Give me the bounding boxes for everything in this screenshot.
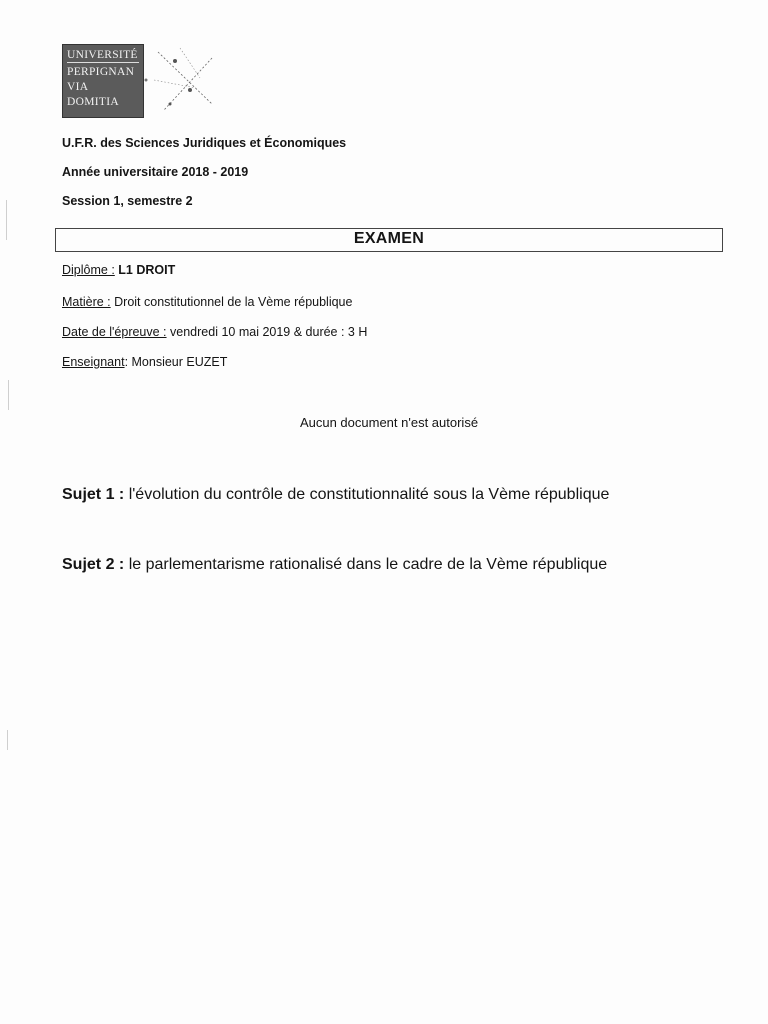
subject-1-label: Sujet 1 : <box>62 486 125 503</box>
academic-year: Année universitaire 2018 - 2019 <box>62 165 249 179</box>
no-documents-notice: Aucun document n'est autorisé <box>299 415 479 430</box>
subject-2-label: Sujet 2 : <box>62 556 125 573</box>
session-semester: Session 1, semestre 2 <box>62 194 193 208</box>
subject-1-text: l'évolution du contrôle de constitutionnalité sous la Vème république <box>128 486 610 503</box>
matter-label: Matière : <box>62 295 111 309</box>
exam-title: EXAMEN <box>353 230 425 247</box>
exam-date-line <box>62 325 367 339</box>
diploma-line <box>62 263 175 277</box>
diploma-label: Diplôme : <box>62 263 115 277</box>
diploma-value: L1 DROIT <box>118 263 176 277</box>
logo-line: VIA <box>67 81 89 93</box>
date-value: vendredi 10 mai 2019 & durée : 3 H <box>170 325 368 339</box>
logo-line: PERPIGNAN <box>67 66 135 78</box>
subject-2 <box>62 556 607 574</box>
teacher-label: Enseignant <box>62 355 125 369</box>
matter-value: Droit constitutionnel de la Vème république <box>114 295 353 309</box>
logo-cross-mark-icon <box>140 44 220 118</box>
scan-artifact <box>8 380 9 410</box>
teacher-line <box>62 355 227 369</box>
scan-artifact <box>6 200 7 240</box>
logo-line: DOMITIA <box>67 96 119 108</box>
university-logo <box>62 44 144 118</box>
subject-matter-line <box>62 295 352 309</box>
teacher-value: : Monsieur EUZET <box>124 355 228 369</box>
logo-line: UNIVERSITÉ <box>67 49 138 61</box>
subject-2-text: le parlementarisme rationalisé dans le cadre de la Vème république <box>128 556 608 573</box>
date-label: Date de l'épreuve : <box>62 325 167 339</box>
ufr-name: U.F.R. des Sciences Juridiques et Économiques <box>62 136 347 150</box>
exam-title-box <box>55 228 723 252</box>
scan-artifact <box>7 730 8 750</box>
subject-1 <box>62 486 609 504</box>
